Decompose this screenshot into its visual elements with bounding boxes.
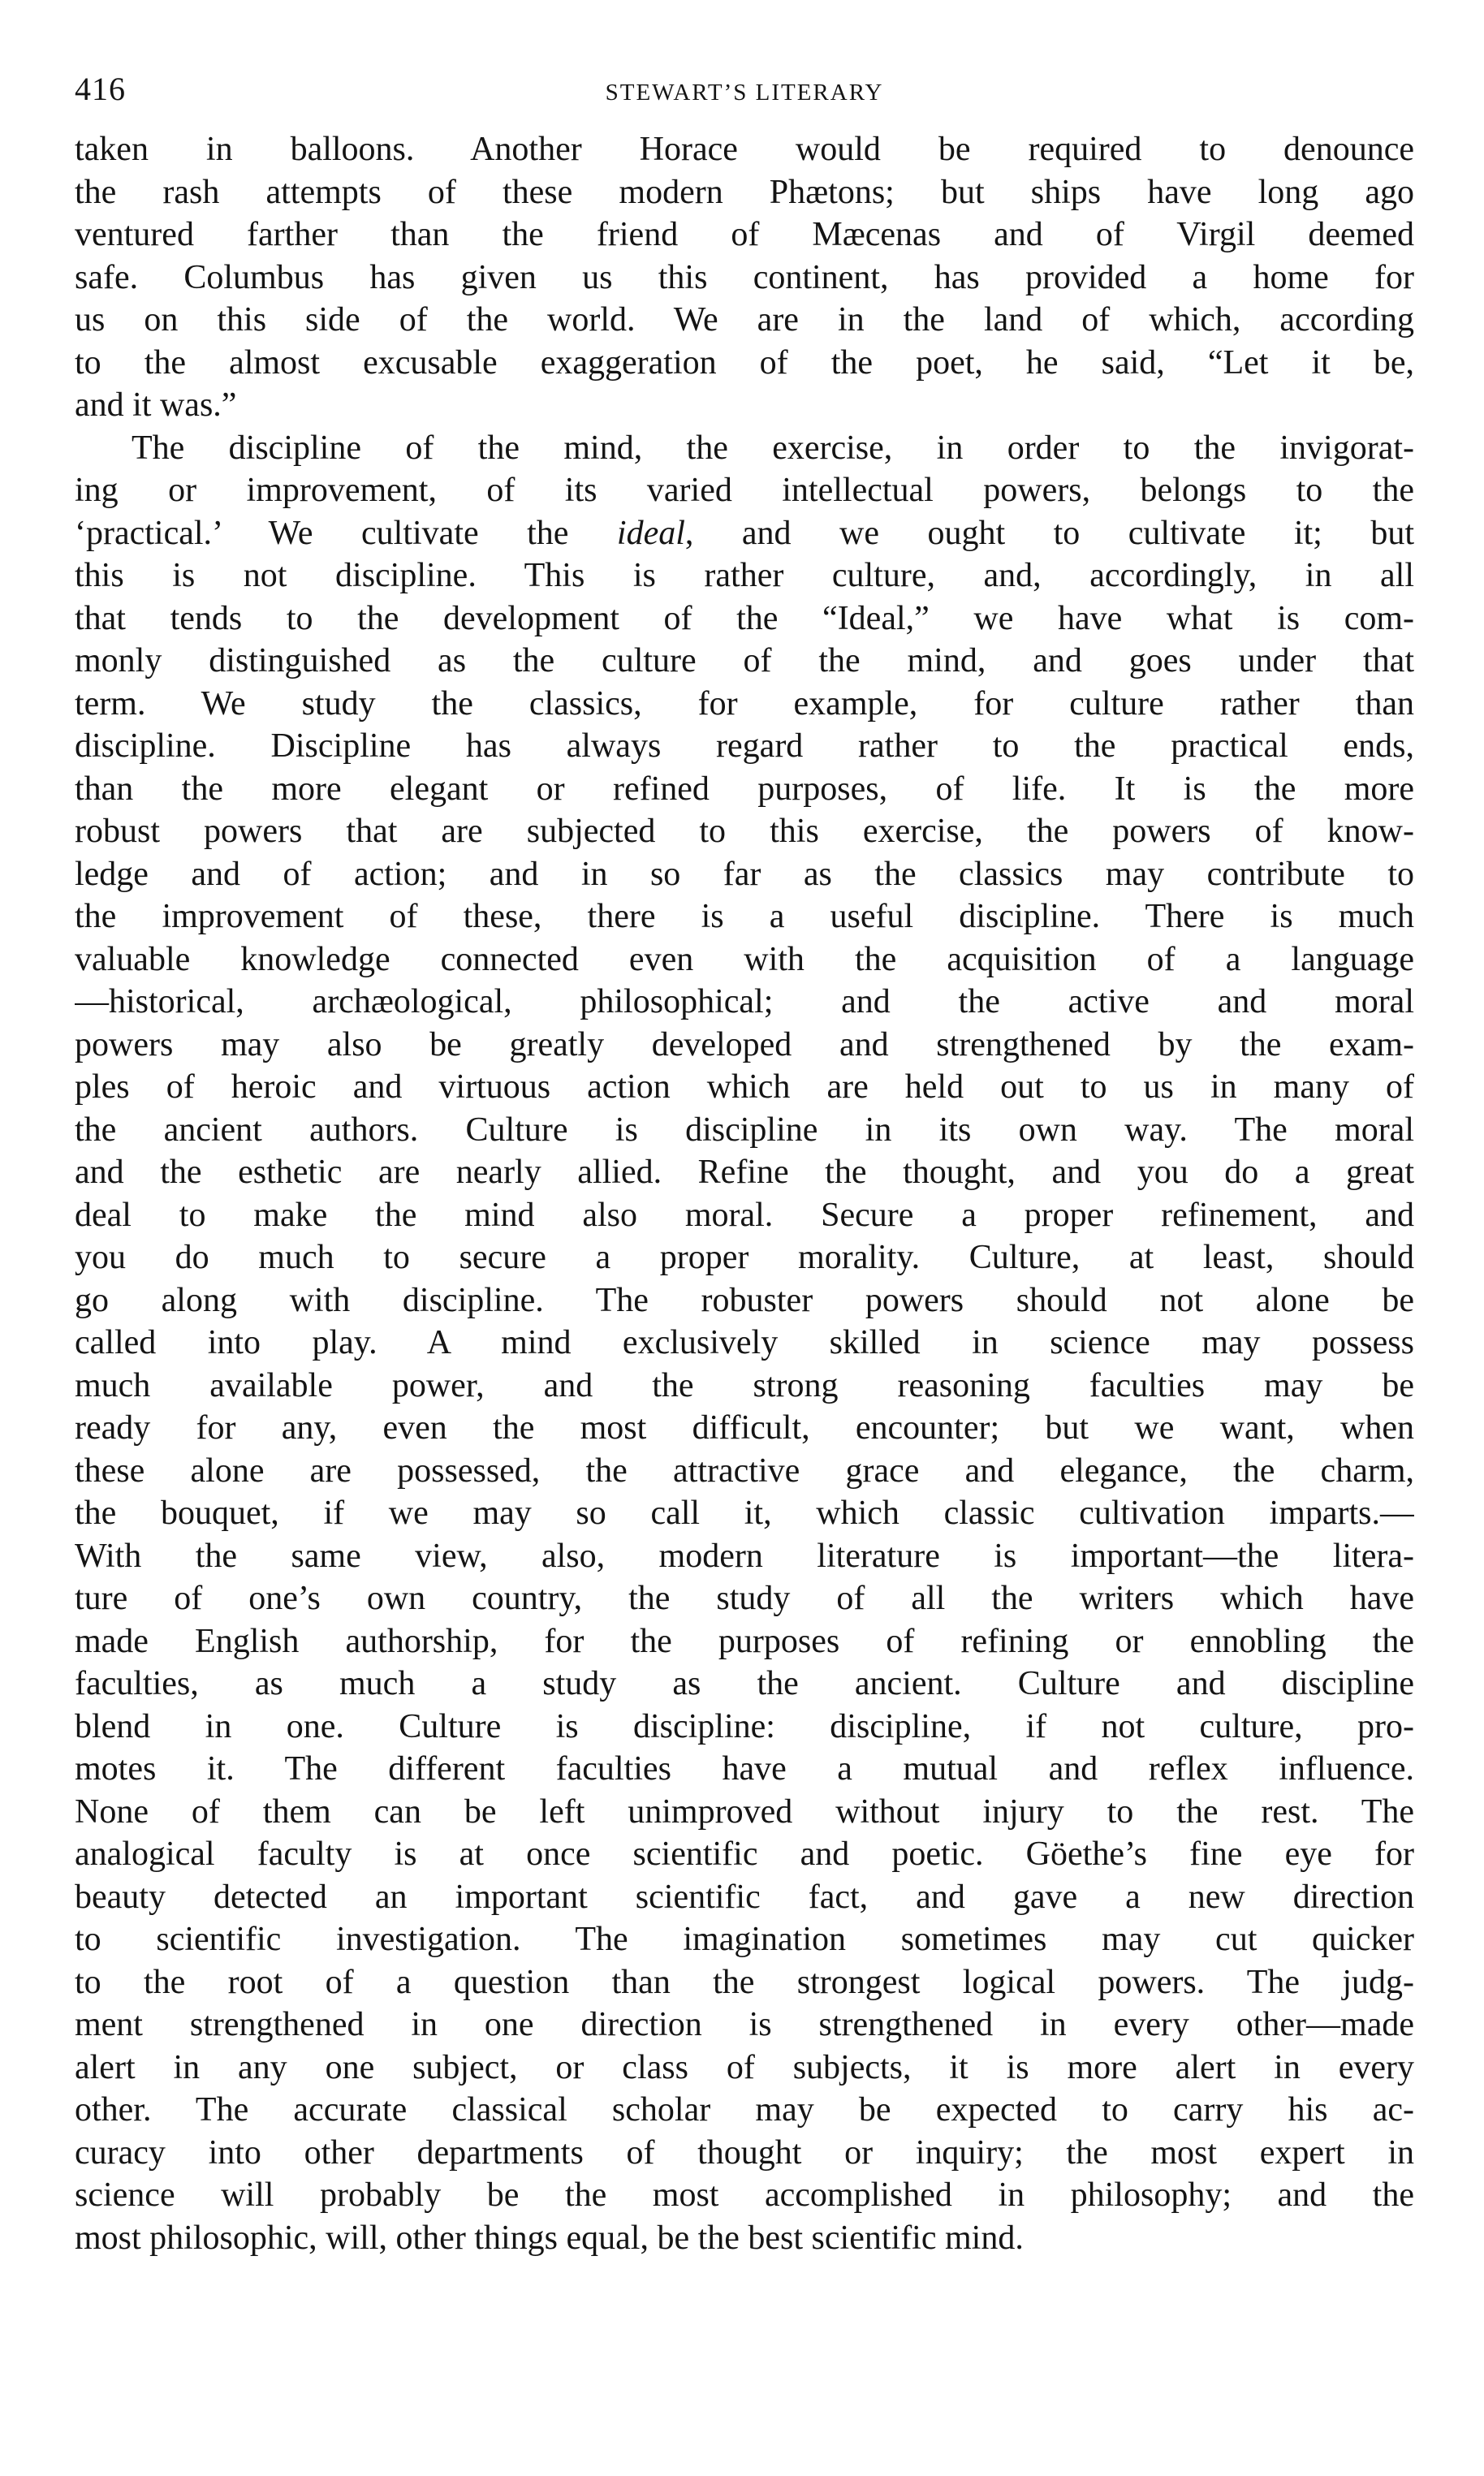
text-line: to the root of a question than the strongest logical powers. The judg-	[75, 1963, 1414, 2001]
text-line: ing or improvement, of its varied intellectual powers, belongs to the	[75, 472, 1414, 509]
text-line: None of them can be left unimproved without injury to the rest. The	[75, 1792, 1414, 1831]
running-head	[75, 63, 1414, 120]
text-line: the improvement of these, there is a useful discipline. There is much	[75, 898, 1414, 935]
text-line: much available power, and the strong reasoning faculties may be	[75, 1366, 1414, 1404]
text-line: faculties, as much a study as the ancient. Culture and discipline	[75, 1665, 1414, 1702]
text-line: safe. Columbus has given us this continent, has provided a home for	[75, 258, 1414, 296]
text-line: analogical faculty is at once scientific and poetic. Göethe’s fine eye for	[75, 1835, 1414, 1873]
text-line: alert in any one subject, or class of subjects, it is more alert in every	[75, 2048, 1414, 2086]
text-line: to the almost excusable exaggeration of the poet, he said, “Let it be,	[75, 343, 1414, 382]
text-line: ment strengthened in one direction is strengthened in every other—made	[75, 2006, 1414, 2043]
text-line: monly distinguished as the culture of the mind, and goes under that	[75, 642, 1414, 679]
text-line: robust powers that are subjected to this exercise, the powers of know-	[75, 813, 1414, 850]
text-line: most philosophic, will, other things equal, be the best scientific mind.	[75, 2219, 1024, 2257]
text-line: ture of one’s own country, the study of all the writers which have	[75, 1580, 1414, 1617]
text-line: and the esthetic are nearly allied. Refine the thought, and you do a great	[75, 1154, 1414, 1191]
book-page	[75, 63, 1414, 2259]
text-line: valuable knowledge connected even with the acquisition of a language	[75, 940, 1414, 978]
text-line: ready for any, even the most difficult, encounter; but we want, when	[75, 1409, 1414, 1447]
text-line: —historical, archæological, philosophical; and the active and moral	[75, 983, 1414, 1020]
text-line: than the more elegant or refined purposes, of life. It is the more	[75, 770, 1414, 808]
text-line: powers may also be greatly developed and strengthened by the exam-	[75, 1025, 1414, 1063]
text-line: this is not discipline. This is rather culture, and, accordingly, in all	[75, 557, 1414, 594]
text-line: the bouquet, if we may so call it, which classic cultivation imparts.—	[75, 1495, 1414, 1532]
text-line: the ancient authors. Culture is discipline in its own way. The moral	[75, 1111, 1414, 1149]
text-line: The discipline of the mind, the exercise, in order to the invigorat-	[132, 429, 1414, 467]
running-title: STEWART’S LITERARY	[605, 80, 884, 106]
text-line: beauty detected an important scientific fact, and gave a new direction	[75, 1878, 1414, 1916]
text-line: motes it. The different faculties have a mutual and reflex influence.	[75, 1750, 1414, 1788]
text-line: the rash attempts of these modern Phætons; but ships have long ago	[75, 173, 1414, 211]
text-line: go along with discipline. The robuster powers should not alone be	[75, 1281, 1414, 1319]
text-line: you do much to secure a proper morality. Culture, at least, should	[75, 1239, 1414, 1276]
text-line: term. We study the classics, for example, for culture rather than	[75, 684, 1414, 723]
text-line: and it was.”	[75, 386, 237, 424]
text-line: curacy into other departments of thought or inquiry; the most expert in	[75, 2133, 1414, 2172]
text-line: that tends to the development of the “Ideal,” we have what is com-	[75, 599, 1414, 637]
text-line: With the same view, also, modern literature is important—the litera-	[75, 1537, 1414, 1575]
italic-word: ideal	[616, 514, 685, 552]
text-line: made English authorship, for the purposes of refining or ennobling the	[75, 1622, 1414, 1660]
text-line: ledge and of action; and in so far as the classics may contribute to	[75, 855, 1414, 893]
text-line: deal to make the mind also moral. Secure a proper refinement, and	[75, 1196, 1414, 1234]
text-line: ventured farther than the friend of Mæcenas and of Virgil deemed	[75, 216, 1414, 253]
text-line: called into play. A mind exclusively skilled in science may possess	[75, 1324, 1414, 1361]
text-line: ples of heroic and virtuous action which are held out to us in many of	[75, 1068, 1414, 1106]
text-line: taken in balloons. Another Horace would be required to denounce	[75, 131, 1414, 168]
text-line: discipline. Discipline has always regard rather to the practical ends,	[75, 727, 1414, 765]
text-line: other. The accurate classical scholar may be expected to carry his ac-	[75, 2091, 1414, 2129]
text-line: blend in one. Culture is discipline: discipline, if not culture, pro-	[75, 1707, 1414, 1745]
text-line: these alone are possessed, the attractive grace and elegance, the charm,	[75, 1452, 1414, 1490]
text-line: us on this side of the world. We are in the land of which, according	[75, 301, 1414, 339]
text-line: ‘practical.’ We cultivate the ideal, and we ought to cultivate it; but	[75, 514, 1414, 552]
page-number: 416	[75, 71, 126, 107]
body-text	[75, 128, 1414, 2259]
text-line: to scientific investigation. The imagination sometimes may cut quicker	[75, 1921, 1414, 1958]
text-line: science will probably be the most accomplished in philosophy; and the	[75, 2176, 1414, 2214]
